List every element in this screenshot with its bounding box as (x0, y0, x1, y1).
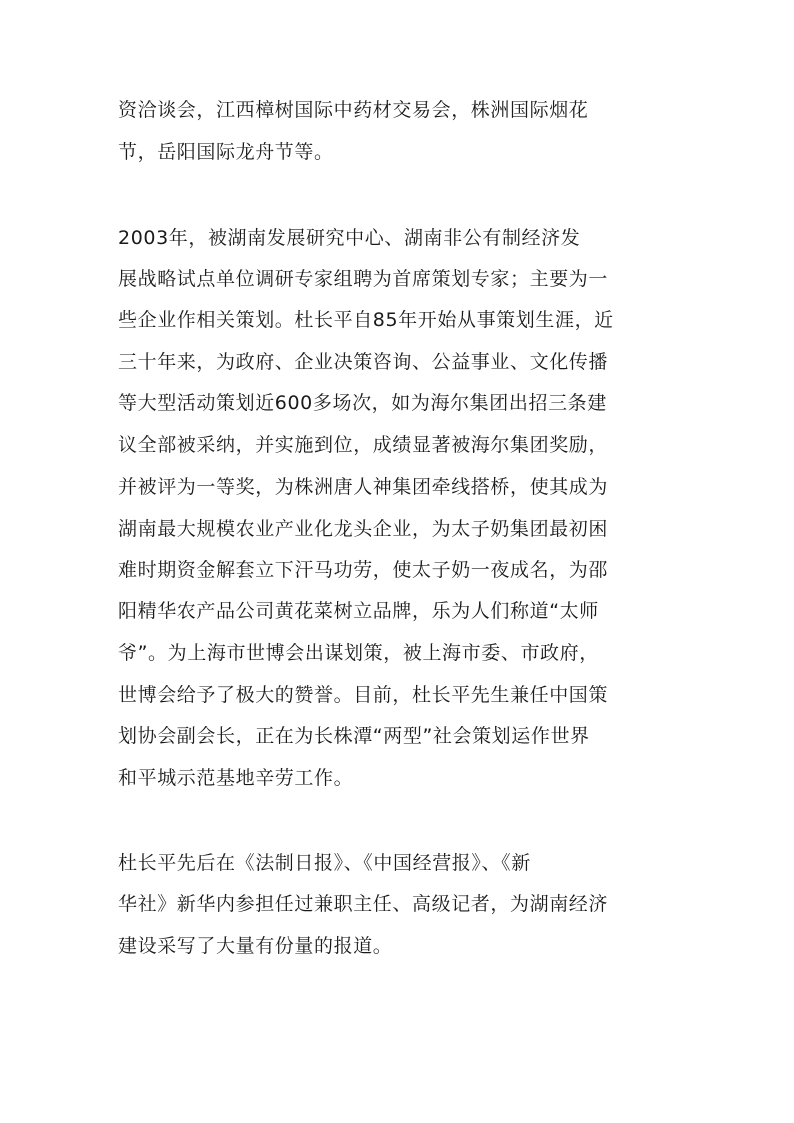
paragraph-2-line-1: 2003年，被湖南发展研究中心、湖南非公有制经济发 (118, 227, 581, 249)
paragraph-2-line-12: 世博会给予了极大的赞誉。目前，杜长平先生兼任中国策 (118, 684, 609, 706)
paragraph-2-line-4: 三十年来，为政府、企业决策咨询、公益事业、文化传播 (118, 351, 609, 373)
paragraph-2-line-5: 等大型活动策划近600多场次，如为海尔集团出招三条建 (118, 392, 607, 414)
paragraph-3-line-1: 杜长平先后在《法制日报》、《中国经营报》、《新 (118, 852, 531, 874)
paragraph-1-line-1: 资洽谈会，江西樟树国际中药材交易会，株洲国际烟花 (118, 99, 589, 121)
paragraph-2-line-9: 难时期资金解套立下汗马功劳，使太子奶一夜成名，为邵 (118, 559, 609, 581)
paragraph-2-line-13: 划协会副会长，正在为长株潭“两型”社会策划运作世界 (118, 725, 590, 747)
paragraph-2-line-10: 阳精华农产品公司黄花菜树立品牌，乐为人们称道“太师 (118, 600, 599, 622)
paragraph-2-line-11: 爷”。为上海市世博会出谋划策，被上海市委、市政府， (118, 642, 599, 664)
paragraph-2-line-7: 并被评为一等奖，为株洲唐人神集团牵线搭桥，使其成为 (118, 476, 609, 498)
paragraph-2-line-2: 展战略试点单位调研专家组聘为首席策划专家；主要为一 (118, 268, 609, 290)
paragraph-2-line-8: 湖南最大规模农业产业化龙头企业，为太子奶集团最初困 (118, 518, 609, 540)
paragraph-2-line-6: 议全部被采纳，并实施到位，成绩显著被海尔集团奖励， (118, 434, 609, 456)
paragraph-1-line-2: 节，岳阳国际龙舟节等。 (118, 141, 334, 163)
paragraph-2-line-3: 些企业作相关策划。杜长平自85年开始从事策划生涯，近 (118, 309, 614, 331)
paragraph-3-line-2: 华社》新华内参担任过兼职主任、高级记者，为湖南经济 (118, 893, 609, 915)
paragraph-3-line-3: 建设采写了大量有份量的报道。 (118, 935, 393, 957)
paragraph-2-line-14: 和平城示范基地辛劳工作。 (118, 767, 354, 789)
